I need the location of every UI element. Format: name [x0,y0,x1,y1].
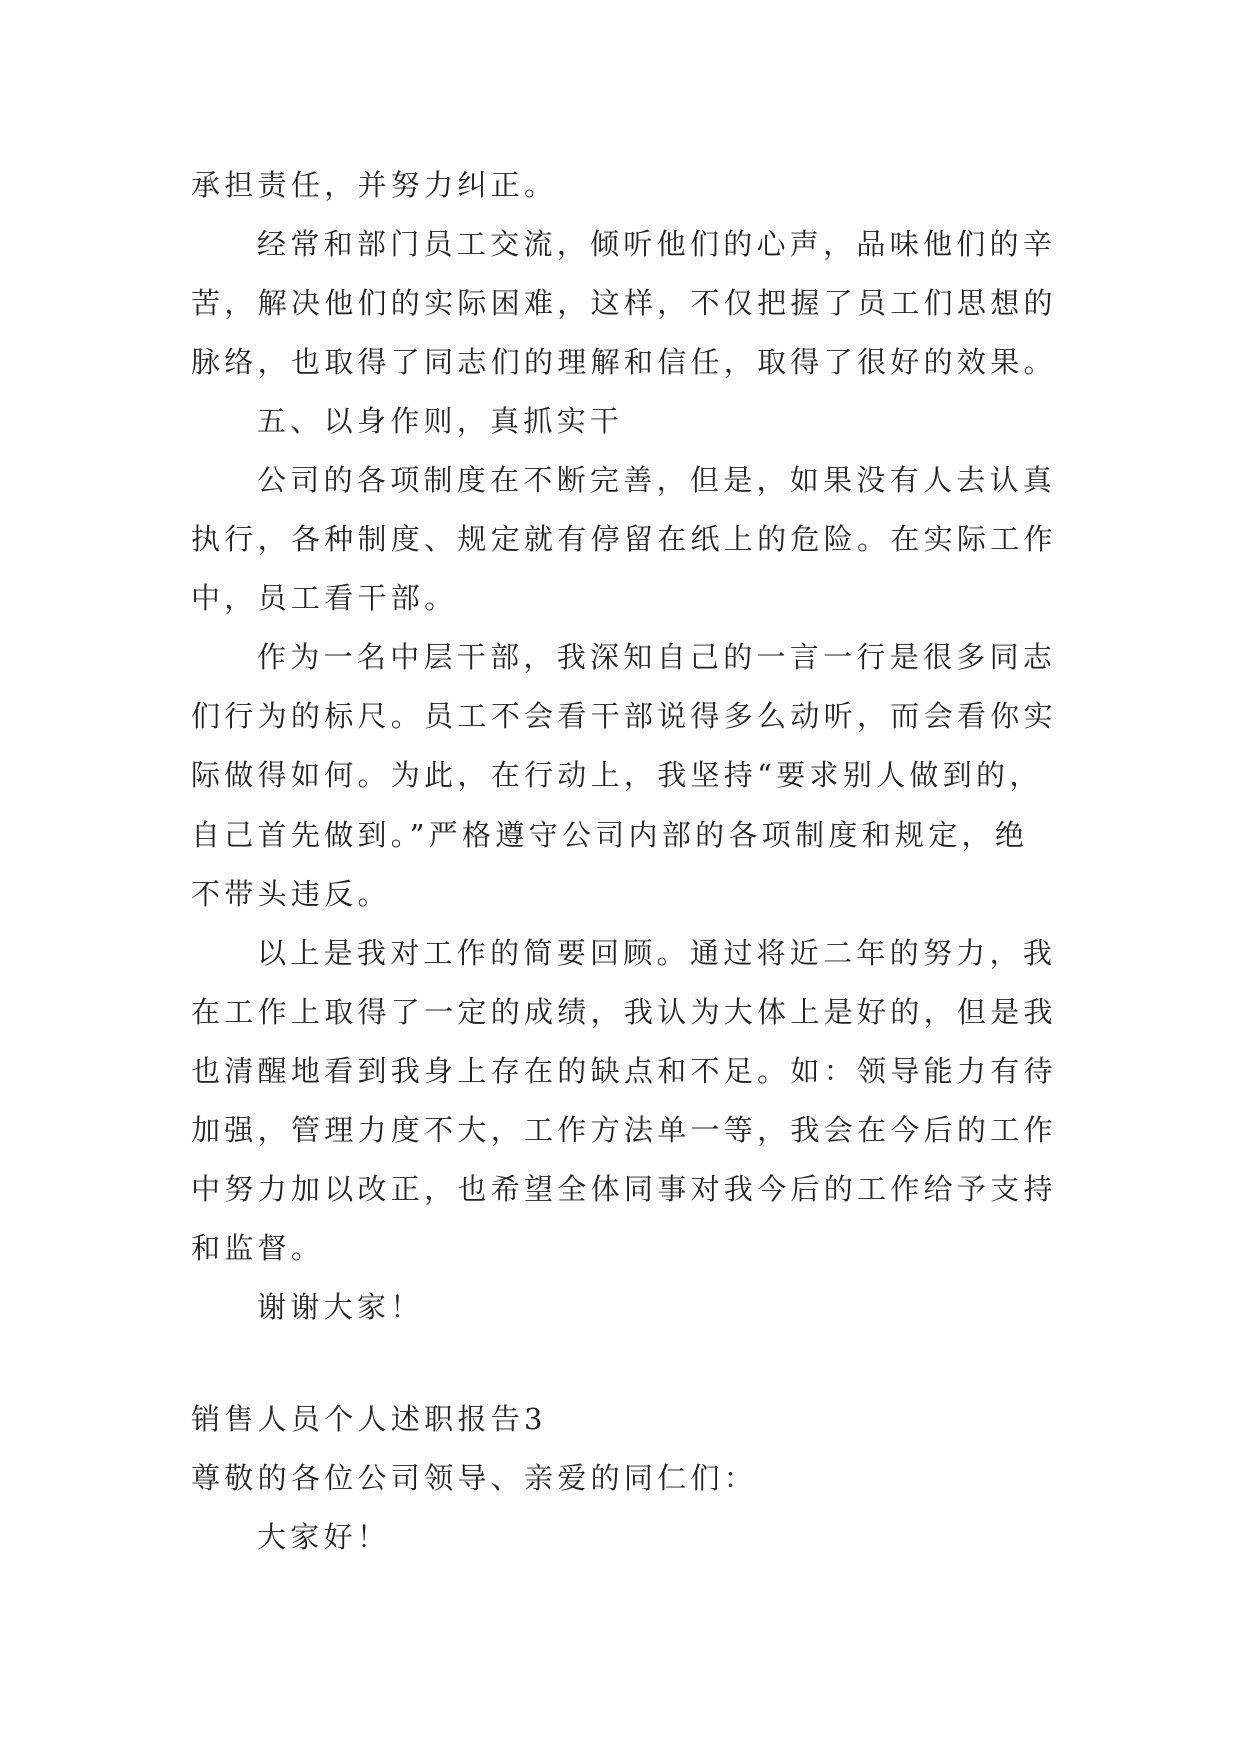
body-line: 脉络，也取得了同志们的理解和信任，取得了很好的效果。 [191,345,1057,380]
body-line: 们行为的标尺。员工不会看干部说得多么动听，而会看你实 [191,699,1057,734]
next-report [191,1390,1091,1567]
body-line: 在工作上取得了一定的成绩，我认为大体上是好的，但是我 [191,994,1057,1029]
body-line: 加强，管理力度不大，工作方法单一等，我会在今后的工作 [191,1112,1057,1147]
body-line: 承担责任，并努力纠正。 [191,168,558,202]
body-line: 公司的各项制度在不断完善，但是，如果没有人去认真 [257,463,1057,498]
body-line: 际做得如何。为此，在行动上，我坚持“要求别人做到的， [191,758,1043,793]
body-line: 中，员工看干部。 [191,581,458,616]
body-line: 以上是我对工作的简要回顾。通过将近二年的努力，我 [257,935,1057,970]
report-body-continued [191,156,1091,1337]
body-line: 中努力加以改正，也希望全体同事对我今后的工作给予支持 [191,1171,1057,1206]
body-line: 不带头违反。 [191,876,391,911]
body-line: 和监督。 [191,1230,325,1265]
greeting: 大家好！ [257,1520,391,1555]
body-line: 作为一名中层干部，我深知自己的一言一行是很多同志 [257,640,1057,675]
body-line: 也清醒地看到我身上存在的缺点和不足。如：领导能力有待 [191,1053,1057,1088]
body-line: 苦，解决他们的实际困难，这样，不仅把握了员工们思想的 [191,286,1057,321]
body-line: 自己首先做到。”严格遵守公司内部的各项制度和规定，绝 [191,817,1029,852]
report-title: 销售人员个人述职报告3 [191,1402,547,1436]
closing-thanks: 谢谢大家！ [257,1289,424,1324]
body-line: 执行，各种制度、规定就有停留在纸上的危险。在实际工作 [191,522,1057,557]
salutation: 尊敬的各位公司领导、亲爱的同仁们： [191,1461,758,1496]
body-line: 经常和部门员工交流，倾听他们的心声，品味他们的辛 [257,227,1057,262]
section-heading: 五、以身作则，真抓实干 [257,404,624,439]
